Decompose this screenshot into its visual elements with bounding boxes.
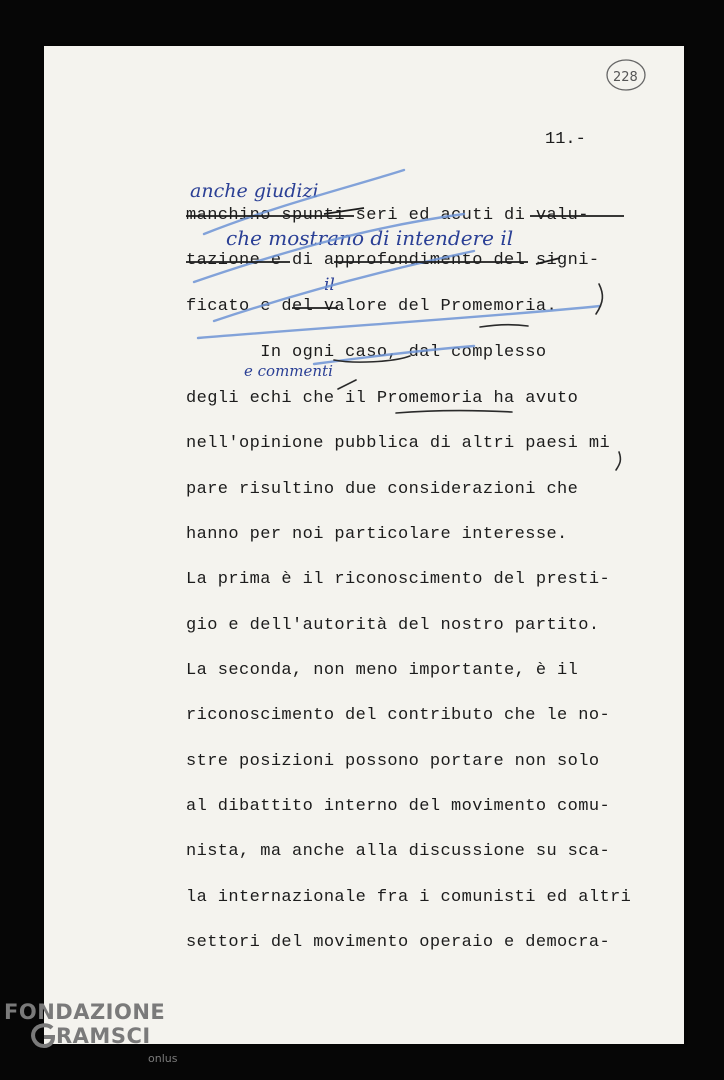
typed-line-14: al dibattito interno del movimento comu-	[186, 797, 611, 816]
typed-line-6: nell'opinione pubblica di altri paesi mi	[186, 434, 611, 453]
watermark-g-logo-icon	[30, 1022, 56, 1048]
typed-line-4: In ogni caso, dal complesso	[186, 343, 547, 362]
handwritten-anche-giudizi: anche giudizi	[190, 180, 319, 202]
typed-line-3: ficato e del valore del Promemoria.	[186, 297, 558, 316]
typed-line-5: degli echi che il Promemoria ha avuto	[186, 389, 579, 408]
typed-line-8: hanno per noi particolare interesse.	[186, 525, 568, 544]
handwritten-che-mostrano: che mostrano di intendere il	[226, 226, 514, 250]
document-page	[44, 46, 684, 1044]
typed-line-1: manchino spunti seri ed acuti di valu-	[186, 206, 589, 225]
typed-line-9: La prima è il riconoscimento del presti-	[186, 570, 611, 589]
pen-underlines	[334, 284, 620, 470]
typed-line-15: nista, ma anche alla discussione su sca-	[186, 842, 611, 861]
typed-line-7: pare risultino due considerazioni che	[186, 480, 579, 499]
typed-line-10: gio e dell'autorità del nostro partito.	[186, 616, 600, 635]
handwritten-e-commenti: e commenti	[244, 362, 333, 380]
page-number: 11.-	[545, 130, 586, 149]
typed-line-11: La seconda, non meno importante, è il	[186, 661, 579, 680]
handwritten-il: il	[324, 275, 335, 295]
handwritten-annotations	[44, 46, 684, 1044]
blue-highlight-strokes	[194, 170, 600, 364]
watermark-fondazione: FONDAZIONE	[4, 1000, 166, 1024]
typed-line-17: settori del movimento operaio e democra-	[186, 933, 611, 952]
typed-line-13: stre posizioni possono portare non solo	[186, 752, 600, 771]
typed-line-12: riconoscimento del contributo che le no-	[186, 706, 611, 725]
typed-line-16: la internazionale fra i comunisti ed altri	[186, 888, 632, 907]
typed-line-2: tazione e di approfondimento del signi-	[186, 251, 600, 270]
watermark-onlus: onlus	[148, 1052, 178, 1065]
watermark-gramsci: RAMSCI	[56, 1024, 151, 1048]
archive-number: 228	[613, 70, 638, 85]
